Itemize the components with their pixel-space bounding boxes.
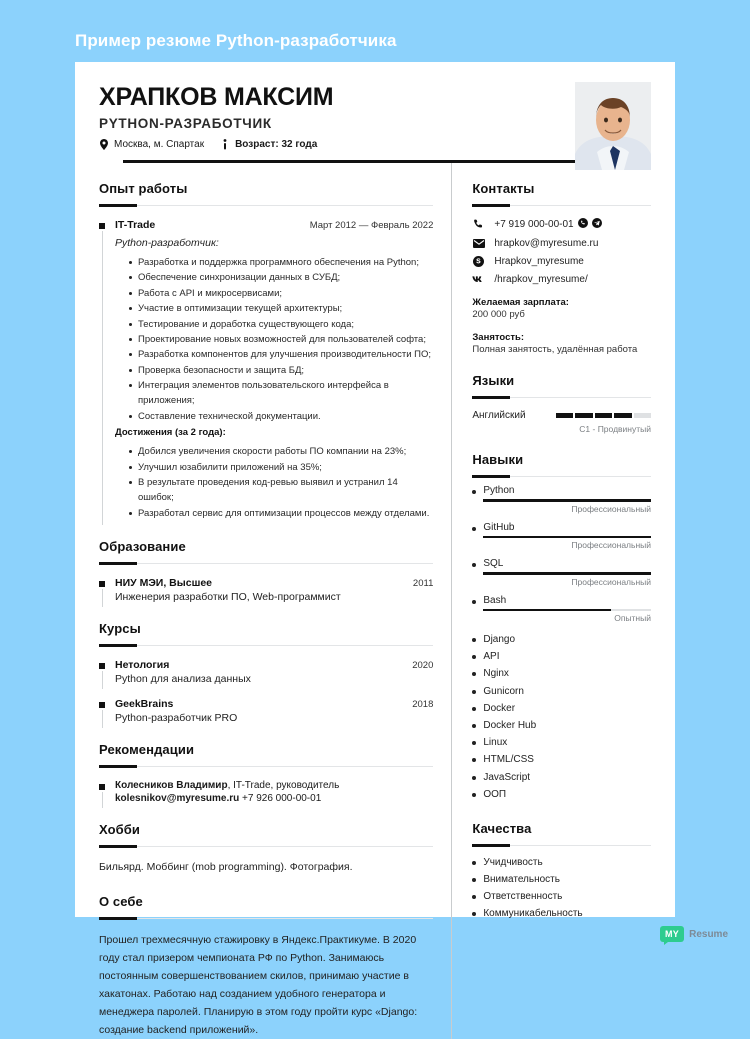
skill-item (472, 558, 651, 587)
experience-duties (115, 255, 433, 424)
experience-company: IT-Trade (115, 219, 156, 231)
segment (614, 413, 631, 418)
left-column (99, 163, 451, 1039)
list-item: Добился увеличения скорости работы ПО компании на 23%; (129, 444, 433, 459)
age-label (235, 139, 317, 150)
section-heading-courses: Курсы (99, 621, 141, 636)
course-detail: Python для анализа данных (115, 673, 251, 685)
location-pin-icon (99, 138, 109, 150)
course-entry (99, 698, 433, 724)
education-entry-top (115, 577, 433, 589)
whatsapp-icon[interactable] (578, 218, 588, 231)
salary-value: 200 000 руб (472, 309, 525, 320)
list-item: JavaScript (472, 769, 651, 786)
recommendation-phone[interactable]: +7 926 000-00-01 (242, 793, 322, 804)
course-entry-top (115, 659, 433, 671)
recommendation-entry (99, 780, 433, 804)
section-heading-experience: Опыт работы (99, 181, 188, 196)
list-item: Docker Hub (472, 717, 651, 734)
skill-item (472, 485, 651, 514)
candidate-name: ХРАПКОВ МАКСИМ (99, 83, 334, 111)
contact-email-value: hrapkov@myresume.ru (494, 238, 599, 249)
section-heading-skills: Навыки (472, 452, 524, 467)
list-item: Работа с API и микросервисами; (129, 286, 433, 301)
list-item: Учидчивость (472, 854, 651, 871)
education-date: 2011 (412, 578, 434, 589)
recommendation-email[interactable]: kolesnikov@myresume.ru (115, 793, 240, 804)
list-item: Обеспечение синхронизации данных в СУБД; (129, 270, 433, 285)
list-item: Проектирование новых возможностей для пользователей софта; (129, 332, 433, 347)
section-heading-education: Образование (99, 539, 186, 554)
list-item: Linux (472, 734, 651, 751)
segment (595, 413, 612, 418)
list-item: Docker (472, 700, 651, 717)
experience-entry (99, 219, 433, 521)
salary-label: Желаемая зарплата: (472, 297, 569, 308)
contact-row-email[interactable] (472, 238, 651, 249)
list-item: Внимательность (472, 871, 651, 888)
course-date: 2020 (412, 660, 434, 671)
experience-achievements (115, 444, 433, 521)
section-rule (472, 205, 651, 206)
skill-level: Опытный (614, 613, 651, 623)
skill-level: Профессиональный (571, 576, 651, 587)
education-detail: Инженерия разработки ПО, Web-программист (115, 591, 341, 603)
location-value: Москва, м. Спартак (114, 138, 205, 150)
section-rule (472, 476, 651, 477)
skill-item (472, 522, 651, 551)
recommendation-person (115, 780, 433, 791)
candidate-photo (575, 82, 651, 170)
course-title: Нетология (115, 659, 170, 671)
course-entry (99, 659, 433, 685)
location-cell (99, 138, 204, 150)
language-name: Английский (472, 410, 526, 421)
segment (634, 413, 651, 418)
list-item: Составление технической документации. (129, 409, 433, 424)
employment-label: Занятость: (472, 332, 525, 343)
logo-word: Resume (689, 928, 728, 940)
skill-name: Bash (472, 595, 651, 606)
list-item: API (472, 648, 651, 665)
skill-name: GitHub (472, 522, 651, 533)
skill-name: Python (472, 485, 651, 496)
recommendation-person-name: Колесников Владимир (115, 780, 228, 791)
language-level-bar (556, 413, 651, 418)
section-rule (472, 845, 651, 846)
logo-badge: MY (660, 926, 684, 942)
contact-vk-value: /hrapkov_myresume/ (494, 274, 588, 285)
contact-row-phone[interactable] (472, 218, 651, 231)
list-item: HTML/CSS (472, 751, 651, 768)
right-column (451, 163, 651, 1039)
about-text: Прошел трехмесячную стажировку в Яндекс.Практикуме. В 2020 году стал призером чемпионата РФ по Python. Занимаюсь постоянным совершенствованием скилов, принимаю участие в хакатонах. Работаю над созданием удобного генератора и менеджера паролей. Планирую в этом году пройти курс «Django: создание backend приложений». (99, 933, 418, 1037)
list-item: Интеграция элементов пользовательского интерфейса в приложения; (129, 378, 433, 409)
resume-header (75, 62, 675, 163)
language-item (472, 410, 651, 434)
list-item: Проверка безопасности и защита БД; (129, 363, 433, 378)
segment (556, 413, 573, 418)
phone-icon (472, 219, 485, 230)
list-item: Разработал сервис для оптимизации процессов между отделами. (129, 506, 433, 521)
contact-row-vk[interactable] (472, 274, 651, 285)
section-heading-qualities: Качества (472, 820, 532, 836)
education-entry (99, 577, 433, 603)
telegram-icon[interactable] (592, 218, 602, 231)
experience-period: Март 2012 — Февраль 2022 (309, 220, 434, 231)
list-item: Ответственность (472, 888, 651, 905)
section-heading-hobby: Хобби (99, 822, 140, 837)
section-rule (99, 918, 433, 919)
employment-block (472, 332, 651, 355)
list-item: Улучшил юзабилити приложений на 35%; (129, 460, 433, 475)
info-icon (220, 138, 230, 150)
list-item: В результате проведения код-ревью выявил и устранил 14 ошибок; (129, 475, 433, 506)
list-item: Участие в оптимизации текущей архитектуры; (129, 301, 433, 316)
contact-list (472, 218, 651, 285)
skills-plain-list (472, 631, 651, 803)
age-label-text: Возраст: (235, 138, 279, 150)
education-title: НИУ МЭИ, Высшее (115, 577, 212, 589)
section-heading-contacts: Контакты (472, 181, 535, 196)
course-title: GeekBrains (115, 698, 174, 710)
qualities-list (472, 854, 651, 923)
hobby-text: Бильярд. Моббинг (mob programming). Фотография. (99, 861, 353, 873)
achievements-title: Достижения (за 2 года): (115, 427, 226, 439)
contact-row-skype[interactable] (472, 256, 651, 267)
skill-bar (483, 609, 651, 612)
age-value: 32 года (281, 138, 318, 150)
course-entry-top (115, 698, 433, 710)
resume-columns (75, 163, 675, 1039)
section-rule (99, 846, 433, 847)
list-item: Разработка компонентов для улучшения производительности ПО; (129, 347, 433, 362)
age-cell (220, 138, 317, 150)
section-rule (99, 766, 433, 767)
list-item: Nginx (472, 665, 651, 682)
resume-sheet (75, 62, 675, 1037)
contact-phone-value: +7 919 000-00-01 (494, 219, 574, 230)
recommendation-contact (115, 793, 433, 804)
skill-bar (483, 536, 651, 539)
section-rule (99, 205, 433, 206)
myresume-logo[interactable] (660, 926, 728, 942)
skype-icon (472, 256, 485, 267)
employment-value: Полная занятость, удалённая работа (472, 344, 638, 355)
section-heading-languages: Языки (472, 373, 515, 388)
skill-name: SQL (472, 558, 651, 569)
section-rule (99, 563, 433, 564)
skill-bar-fill (483, 499, 651, 502)
vk-icon (472, 275, 485, 284)
recommendation-person-role: , IT-Trade, руководитель (227, 780, 340, 791)
skill-bar-fill (483, 609, 610, 612)
skill-level: Профессиональный (571, 503, 651, 514)
contact-phone-text (494, 218, 601, 231)
list-item: Gunicorn (472, 683, 651, 700)
page-title: Пример резюме Python-разработчика (75, 31, 397, 50)
list-item: Коммуникабельность (472, 905, 651, 922)
list-item: Разработка и поддержка программного обеспечения на Python; (129, 255, 433, 270)
skill-bar (483, 499, 651, 502)
section-heading-recommendations: Рекомендации (99, 742, 195, 757)
language-level-label: C1 - Продвинутый (579, 424, 651, 434)
section-heading-about: О себе (99, 893, 143, 909)
candidate-meta (99, 138, 651, 150)
course-detail: Python-разработчик PRO (115, 712, 238, 724)
skill-level: Профессиональный (571, 540, 651, 550)
segment (575, 413, 592, 418)
course-date: 2018 (412, 699, 434, 710)
experience-entry-top (115, 219, 433, 231)
list-item: ООП (472, 786, 651, 803)
experience-position: Python-разработчик: (115, 237, 219, 249)
list-item: Django (472, 631, 651, 648)
section-rule (472, 397, 651, 398)
skill-bar-fill (483, 536, 651, 539)
section-rule (99, 645, 433, 646)
email-icon (472, 239, 485, 248)
header-divider (123, 160, 627, 163)
skill-bar-fill (483, 572, 651, 575)
language-row (472, 410, 651, 421)
contact-skype-value: Hrapkov_myresume (494, 256, 584, 267)
list-item: Тестирование и доработка существующего кода; (129, 317, 433, 332)
candidate-role: PYTHON-РАЗРАБОТЧИК (99, 116, 272, 131)
skill-item (472, 595, 651, 624)
salary-block (472, 297, 651, 320)
skill-bar (483, 572, 651, 575)
